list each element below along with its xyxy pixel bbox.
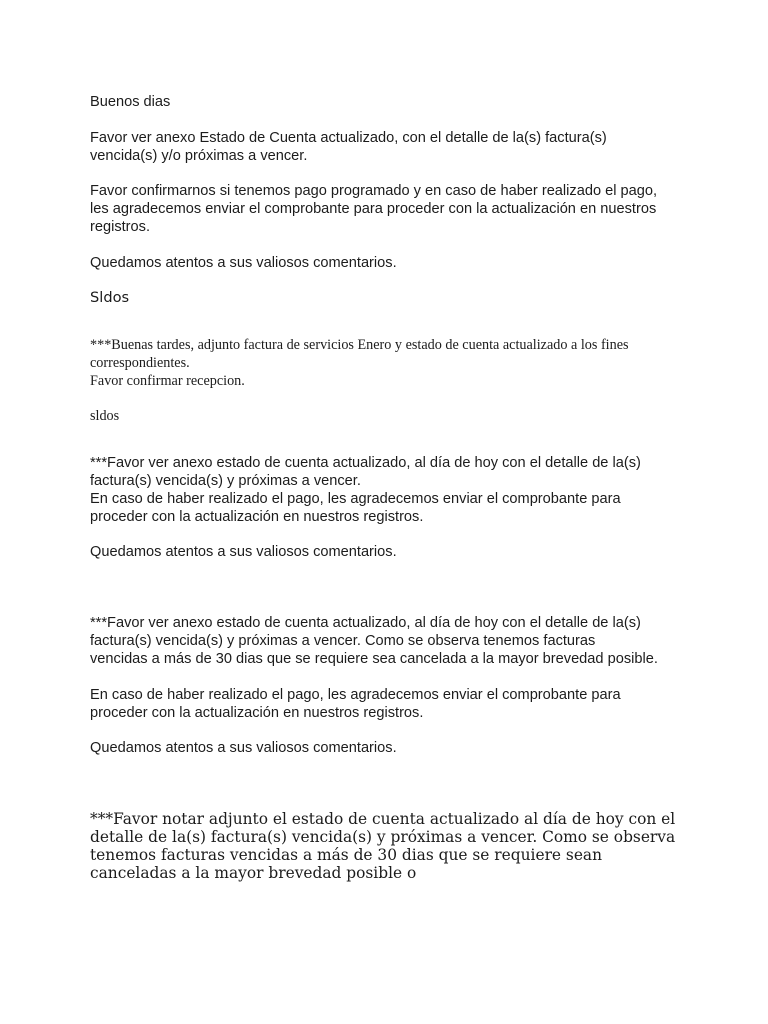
note4-line: tenemos facturas vencidas a más de 30 dias que se requiere sean xyxy=(90,846,603,864)
block2-line: Favor confirmarnos si tenemos pago programado y en caso de haber realizado el pago, xyxy=(90,183,658,199)
block1-line: vencida(s) y/o próximas a vencer. xyxy=(90,148,308,164)
closing-text: Quedamos atentos a sus valiosos comentarios. xyxy=(90,544,397,560)
note2-line: ***Favor ver anexo estado de cuenta actualizado, al día de hoy con el detalle de la(s) xyxy=(90,455,641,471)
signoff-text: Sldos xyxy=(90,289,130,306)
note1-line: ***Buenas tardes, adjunto factura de servicios Enero y estado de cuenta actualizado a los fines xyxy=(90,337,629,353)
note3-line: vencidas a más de 30 dias que se requiere sea cancelada a la mayor brevedad posible. xyxy=(90,651,658,667)
block1-line: Favor ver anexo Estado de Cuenta actualizado, con el detalle de la(s) factura(s) xyxy=(90,130,607,146)
greeting: Buenos dias xyxy=(90,94,171,110)
closing-text: Quedamos atentos a sus valiosos comentarios. xyxy=(90,740,397,756)
note4-line: detalle de la(s) factura(s) vencida(s) y próximas a vencer. Como se observa xyxy=(90,828,676,846)
note3-line: factura(s) vencida(s) y próximas a vencer. Como se observa tenemos facturas xyxy=(90,633,596,649)
note1-line: Favor confirmar recepcion. xyxy=(90,373,245,389)
note2-line: En caso de haber realizado el pago, les agradecemos enviar el comprobante para xyxy=(90,491,621,507)
closing-text: Quedamos atentos a sus valiosos comentarios. xyxy=(90,255,397,271)
note4-line: ***Favor notar adjunto el estado de cuenta actualizado al día de hoy con el xyxy=(90,810,676,828)
block2-line: les agradecemos enviar el comprobante para proceder con la actualización en nuestros xyxy=(90,201,657,217)
block2-line: registros. xyxy=(90,219,151,235)
note4-line: canceladas a la mayor brevedad posible o xyxy=(90,864,417,882)
note2-line: proceder con la actualización en nuestros registros. xyxy=(90,509,424,525)
signoff-text: sldos xyxy=(90,408,120,424)
note1-line: correspondientes. xyxy=(90,355,190,371)
note3b-line: proceder con la actualización en nuestros registros. xyxy=(90,705,424,721)
note3-line: ***Favor ver anexo estado de cuenta actualizado, al día de hoy con el detalle de la(s) xyxy=(90,615,641,631)
note2-line: factura(s) vencida(s) y próximas a vencer. xyxy=(90,473,361,489)
note3b-line: En caso de haber realizado el pago, les agradecemos enviar el comprobante para xyxy=(90,687,621,703)
